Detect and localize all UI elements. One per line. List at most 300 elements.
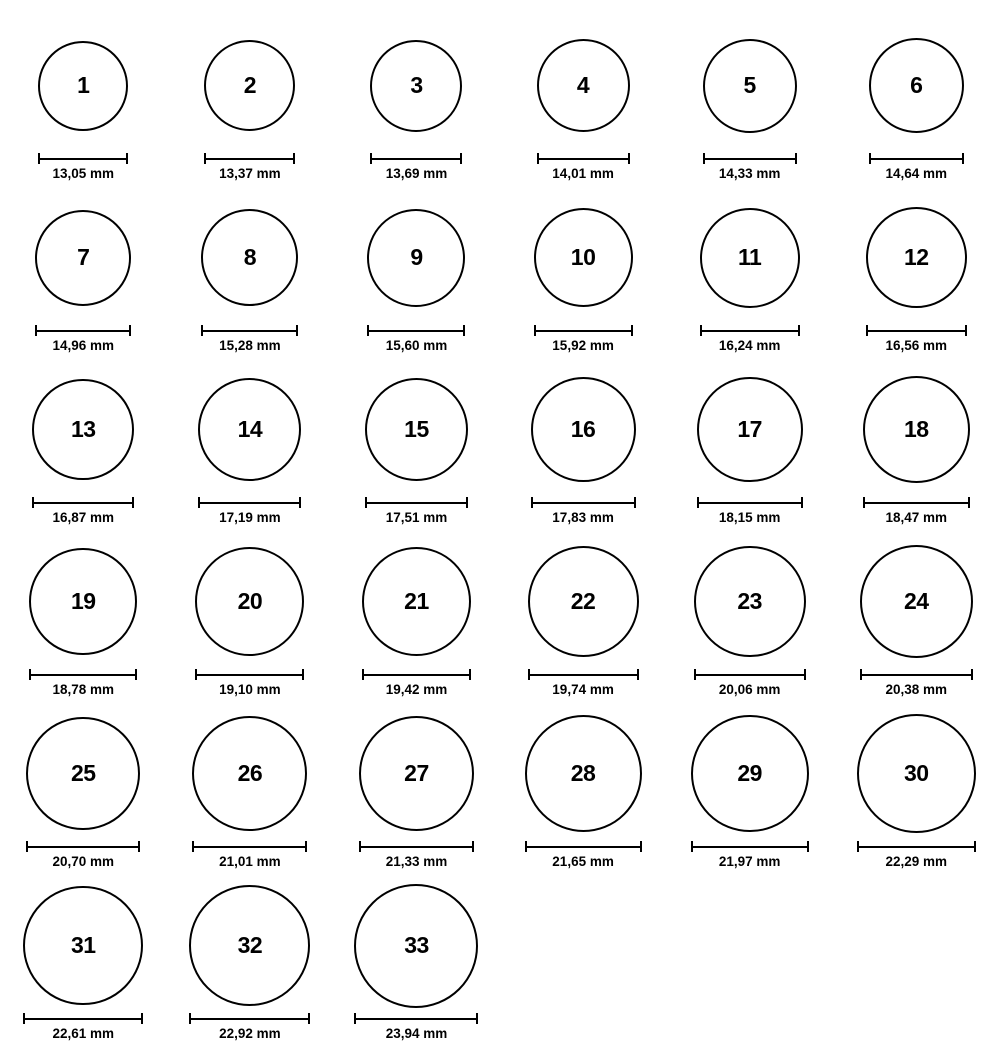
diameter-label: 21,97 mm (718, 853, 781, 869)
ring-circle-wrapper (370, 26, 462, 146)
ring-circle (691, 715, 809, 833)
ring-circle (362, 547, 472, 657)
measure-line (866, 330, 967, 332)
measure-tick-left (697, 497, 699, 508)
diameter-label: 16,24 mm (718, 337, 781, 353)
ring-size-number: 24 (903, 587, 929, 614)
ring-circle (863, 376, 970, 483)
measure-line (195, 674, 304, 676)
ring-size-number: 10 (570, 244, 596, 270)
ring-size-cell (167, 370, 334, 525)
measure-line (38, 158, 128, 160)
ring-circle (866, 207, 967, 308)
ring-circle-wrapper (362, 542, 472, 662)
measure-line (370, 158, 462, 160)
ring-circle (367, 209, 465, 307)
ring-size-cell (0, 542, 167, 697)
measure-line (534, 330, 633, 332)
diameter-measure-bar (691, 841, 809, 852)
ring-size-cell (500, 198, 667, 353)
ring-size-number: 5 (743, 72, 756, 98)
ring-size-cell (167, 542, 334, 697)
ring-circle-wrapper (697, 370, 803, 490)
ring-row (0, 524, 1000, 696)
ring-circle-wrapper (700, 198, 800, 318)
ring-circle-wrapper (866, 198, 967, 318)
ring-circle (700, 208, 800, 308)
diameter-label: 17,83 mm (552, 509, 614, 525)
ring-circle (531, 377, 636, 482)
ring-circle-wrapper (531, 370, 636, 490)
measure-line (201, 330, 298, 332)
diameter-label: 16,87 mm (52, 509, 115, 525)
diameter-label: 18,15 mm (718, 509, 781, 525)
ring-circle-wrapper (691, 714, 809, 834)
diameter-measure-bar (869, 153, 964, 164)
ring-size-cell (666, 198, 833, 353)
measure-tick-right (129, 325, 131, 336)
measure-tick-left (537, 153, 539, 164)
ring-circle-wrapper (860, 542, 973, 662)
ring-size-number: 7 (77, 244, 90, 270)
diameter-label: 14,96 mm (52, 337, 115, 353)
ring-circle-wrapper (365, 370, 469, 490)
ring-size-number: 12 (903, 244, 929, 270)
ring-circle (370, 40, 462, 132)
diameter-measure-bar (694, 669, 806, 680)
ring-circle-wrapper (192, 714, 307, 834)
ring-size-number: 21 (404, 587, 429, 614)
diameter-label: 20,38 mm (885, 681, 948, 697)
measure-tick-left (192, 841, 194, 852)
measure-tick-left (354, 1013, 356, 1024)
diameter-label: 15,60 mm (385, 337, 448, 353)
ring-size-cell (0, 370, 167, 525)
measure-tick-left (367, 325, 369, 336)
ring-size-cell (833, 542, 1000, 697)
ring-circle (857, 714, 976, 833)
diameter-measure-bar (359, 841, 475, 852)
measure-line (29, 674, 137, 676)
ring-size-number: 29 (737, 759, 762, 786)
ring-size-number: 3 (410, 72, 423, 98)
ring-circle-wrapper (35, 198, 131, 318)
measure-tick-right (640, 841, 642, 852)
ring-circle (23, 886, 143, 1006)
measure-tick-left (700, 325, 702, 336)
ring-circle-wrapper (703, 26, 797, 146)
diameter-measure-bar (35, 325, 131, 336)
measure-tick-left (869, 153, 871, 164)
diameter-measure-bar (534, 325, 633, 336)
measure-line (35, 330, 131, 332)
measure-tick-left (38, 153, 40, 164)
measure-line (537, 158, 630, 160)
measure-tick-right (798, 325, 800, 336)
diameter-label: 22,61 mm (52, 1025, 115, 1041)
measure-tick-left (531, 497, 533, 508)
measure-line (697, 502, 803, 504)
ring-circle (528, 546, 639, 657)
measure-line (354, 1018, 478, 1020)
ring-size-number: 1 (77, 72, 90, 98)
diameter-label: 22,29 mm (885, 853, 948, 869)
diameter-label: 17,19 mm (219, 509, 281, 525)
measure-tick-left (866, 325, 868, 336)
ring-size-number: 33 (404, 932, 429, 958)
diameter-label: 14,01 mm (552, 165, 614, 181)
ring-size-number: 26 (237, 759, 263, 786)
diameter-measure-bar (863, 497, 970, 508)
ring-circle-wrapper (26, 714, 140, 834)
ring-size-number: 14 (237, 415, 263, 442)
ring-size-number: 8 (243, 244, 257, 270)
ring-size-number: 32 (237, 932, 263, 958)
measure-tick-left (198, 497, 200, 508)
ring-size-cell (167, 198, 334, 353)
ring-size-cell (500, 370, 667, 525)
ring-circle (694, 546, 806, 658)
ring-circle (189, 885, 310, 1006)
diameter-label: 19,42 mm (385, 681, 448, 697)
diameter-label: 16,56 mm (885, 337, 948, 353)
measure-tick-right (141, 1013, 143, 1024)
measure-tick-right (795, 153, 797, 164)
diameter-measure-bar (367, 325, 465, 336)
ring-circle-wrapper (23, 886, 143, 1006)
ring-circle (201, 209, 298, 306)
ring-circle (537, 39, 630, 132)
measure-tick-left (860, 669, 862, 680)
measure-tick-left (35, 325, 37, 336)
ring-circle-wrapper (537, 26, 630, 146)
diameter-label: 19,10 mm (219, 681, 281, 697)
ring-size-cell (833, 26, 1000, 181)
diameter-label: 20,06 mm (718, 681, 781, 697)
diameter-measure-bar (362, 669, 472, 680)
ring-circle-wrapper (38, 26, 128, 146)
ring-size-number: 25 (70, 759, 96, 786)
ring-size-cell (333, 542, 500, 697)
ring-row (0, 352, 1000, 524)
ring-circle (204, 40, 295, 131)
ring-circle (359, 716, 475, 832)
ring-circle-wrapper (195, 542, 304, 662)
diameter-label: 20,70 mm (52, 853, 115, 869)
ring-size-cell (0, 714, 167, 869)
diameter-measure-bar (857, 841, 976, 852)
ring-size-number: 31 (70, 931, 96, 958)
measure-tick-left (362, 669, 364, 680)
diameter-measure-bar (23, 1013, 143, 1024)
ring-size-number: 19 (70, 587, 96, 614)
diameter-label: 17,51 mm (385, 509, 448, 525)
measure-tick-left (204, 153, 206, 164)
diameter-label: 18,47 mm (885, 509, 948, 525)
diameter-measure-bar (192, 841, 307, 852)
ring-size-number: 30 (903, 759, 929, 786)
measure-line (192, 846, 307, 848)
diameter-label: 19,74 mm (552, 681, 614, 697)
ring-size-cell (666, 714, 833, 869)
ring-circle (703, 39, 797, 133)
ring-circle (26, 717, 140, 831)
measure-tick-right (472, 841, 474, 852)
ring-circle-wrapper (528, 542, 639, 662)
ring-circle (534, 208, 633, 307)
measure-line (365, 502, 469, 504)
ring-size-cell (167, 26, 334, 181)
ring-size-number: 16 (570, 415, 596, 442)
diameter-measure-bar (703, 153, 797, 164)
ring-size-cell (167, 886, 334, 1041)
measure-tick-right (132, 497, 134, 508)
ring-size-number: 22 (570, 587, 596, 614)
ring-size-number: 23 (737, 587, 762, 614)
ring-circle (525, 715, 642, 832)
measure-line (367, 330, 465, 332)
measure-tick-right (299, 497, 301, 508)
measure-line (703, 158, 797, 160)
measure-line (26, 846, 140, 848)
measure-tick-right (138, 841, 140, 852)
ring-circle-wrapper (694, 542, 806, 662)
ring-circle (32, 379, 134, 481)
measure-tick-right (469, 669, 471, 680)
diameter-label: 13,69 mm (385, 165, 448, 181)
ring-circle-wrapper (367, 198, 465, 318)
diameter-measure-bar (697, 497, 803, 508)
ring-size-cell (333, 370, 500, 525)
measure-tick-left (528, 669, 530, 680)
measure-tick-right (965, 325, 967, 336)
measure-line (525, 846, 642, 848)
diameter-measure-bar (525, 841, 642, 852)
measure-tick-right (135, 669, 137, 680)
ring-circle (365, 378, 469, 482)
measure-tick-right (807, 841, 809, 852)
diameter-label: 14,64 mm (885, 165, 948, 181)
ring-size-number: 15 (404, 415, 429, 442)
ring-size-cell (833, 714, 1000, 869)
measure-tick-right (962, 153, 964, 164)
diameter-measure-bar (26, 841, 140, 852)
diameter-measure-bar (860, 669, 973, 680)
diameter-measure-bar (201, 325, 298, 336)
diameter-label: 21,33 mm (385, 853, 448, 869)
diameter-measure-bar (370, 153, 462, 164)
measure-tick-right (302, 669, 304, 680)
measure-tick-left (189, 1013, 191, 1024)
diameter-label: 18,78 mm (52, 681, 115, 697)
ring-size-number: 17 (737, 415, 762, 442)
measure-tick-right (293, 153, 295, 164)
measure-line (860, 674, 973, 676)
diameter-measure-bar (365, 497, 469, 508)
measure-tick-right (971, 669, 973, 680)
diameter-measure-bar (866, 325, 967, 336)
measure-tick-right (476, 1013, 478, 1024)
measure-tick-left (29, 669, 31, 680)
measure-line (189, 1018, 310, 1020)
ring-size-cell (333, 714, 500, 869)
diameter-label: 23,94 mm (385, 1025, 448, 1041)
measure-tick-left (863, 497, 865, 508)
ring-size-number: 2 (243, 72, 257, 98)
measure-tick-right (974, 841, 976, 852)
ring-row (0, 868, 1000, 1040)
ring-circle-wrapper (201, 198, 298, 318)
measure-line (869, 158, 964, 160)
measure-tick-right (968, 497, 970, 508)
measure-tick-right (631, 325, 633, 336)
measure-tick-right (460, 153, 462, 164)
diameter-measure-bar (38, 153, 128, 164)
ring-circle-wrapper (29, 542, 137, 662)
ring-circle (354, 884, 478, 1008)
measure-line (531, 502, 636, 504)
measure-line (198, 502, 301, 504)
ring-size-number: 28 (570, 759, 596, 786)
ring-size-cell (0, 198, 167, 353)
measure-tick-right (305, 841, 307, 852)
ring-size-cell (333, 26, 500, 181)
diameter-label: 21,01 mm (219, 853, 281, 869)
ring-circle (29, 548, 137, 656)
ring-circle-wrapper (189, 886, 310, 1006)
diameter-measure-bar (354, 1013, 478, 1024)
measure-tick-left (359, 841, 361, 852)
ring-size-cell (333, 198, 500, 353)
ring-row (0, 8, 1000, 180)
ring-size-number: 20 (237, 587, 263, 614)
measure-tick-left (365, 497, 367, 508)
measure-tick-left (691, 841, 693, 852)
ring-circle-wrapper (354, 886, 478, 1006)
diameter-measure-bar (189, 1013, 310, 1024)
measure-tick-left (195, 669, 197, 680)
measure-tick-right (466, 497, 468, 508)
measure-tick-left (857, 841, 859, 852)
measure-tick-right (637, 669, 639, 680)
ring-row (0, 696, 1000, 868)
measure-line (857, 846, 976, 848)
diameter-measure-bar (198, 497, 301, 508)
ring-circle-wrapper (198, 370, 301, 490)
diameter-measure-bar (700, 325, 800, 336)
ring-size-cell (0, 26, 167, 181)
measure-line (700, 330, 800, 332)
ring-circle-wrapper (857, 714, 976, 834)
measure-tick-right (126, 153, 128, 164)
ring-size-cell (0, 886, 167, 1041)
diameter-measure-bar (528, 669, 639, 680)
ring-size-number: 6 (910, 72, 923, 98)
diameter-label: 22,92 mm (219, 1025, 281, 1041)
diameter-label: 14,33 mm (718, 165, 781, 181)
measure-tick-right (463, 325, 465, 336)
measure-tick-right (308, 1013, 310, 1024)
ring-size-cell (666, 370, 833, 525)
ring-size-cell (500, 542, 667, 697)
ring-size-cell (666, 542, 833, 697)
measure-tick-left (370, 153, 372, 164)
ring-circle (195, 547, 304, 656)
ring-size-number: 27 (404, 759, 429, 786)
ring-size-cell (500, 26, 667, 181)
diameter-measure-bar (32, 497, 134, 508)
ring-circle-wrapper (863, 370, 970, 490)
ring-circle-wrapper (525, 714, 642, 834)
ring-circle (35, 210, 131, 306)
measure-tick-left (26, 841, 28, 852)
ring-circle (869, 38, 964, 133)
ring-circle-wrapper (869, 26, 964, 146)
measure-line (362, 674, 472, 676)
measure-line (694, 674, 806, 676)
measure-tick-left (23, 1013, 25, 1024)
ring-circle (697, 377, 803, 483)
diameter-label: 15,92 mm (552, 337, 614, 353)
measure-tick-left (525, 841, 527, 852)
ring-circle-wrapper (204, 26, 295, 146)
ring-size-number: 4 (576, 72, 590, 98)
measure-tick-left (534, 325, 536, 336)
diameter-measure-bar (204, 153, 295, 164)
diameter-measure-bar (29, 669, 137, 680)
measure-tick-left (694, 669, 696, 680)
measure-line (528, 674, 639, 676)
ring-size-number: 9 (410, 244, 423, 270)
ring-size-number: 11 (738, 244, 762, 270)
measure-tick-right (804, 669, 806, 680)
ring-circle (860, 545, 973, 658)
measure-line (23, 1018, 143, 1020)
measure-line (359, 846, 475, 848)
ring-size-cell (833, 198, 1000, 353)
measure-line (204, 158, 295, 160)
ring-size-cell (500, 714, 667, 869)
ring-circle (192, 716, 307, 831)
diameter-label: 15,28 mm (219, 337, 281, 353)
diameter-label: 13,37 mm (219, 165, 281, 181)
measure-tick-right (628, 153, 630, 164)
ring-size-cell (333, 886, 500, 1041)
diameter-label: 21,65 mm (552, 853, 614, 869)
diameter-label: 13,05 mm (52, 165, 115, 181)
measure-tick-right (801, 497, 803, 508)
diameter-measure-bar (195, 669, 304, 680)
measure-tick-left (703, 153, 705, 164)
ring-circle (198, 378, 301, 481)
diameter-measure-bar (537, 153, 630, 164)
ring-size-number: 13 (70, 415, 96, 442)
measure-tick-left (32, 497, 34, 508)
measure-line (32, 502, 134, 504)
ring-circle-wrapper (534, 198, 633, 318)
ring-circle-wrapper (359, 714, 475, 834)
ring-circle (38, 41, 128, 131)
measure-line (863, 502, 970, 504)
measure-tick-right (296, 325, 298, 336)
measure-tick-right (634, 497, 636, 508)
diameter-measure-bar (531, 497, 636, 508)
ring-size-cell (666, 26, 833, 181)
ring-circle-wrapper (32, 370, 134, 490)
measure-line (691, 846, 809, 848)
ring-row (0, 180, 1000, 352)
ring-size-number: 18 (903, 415, 929, 442)
